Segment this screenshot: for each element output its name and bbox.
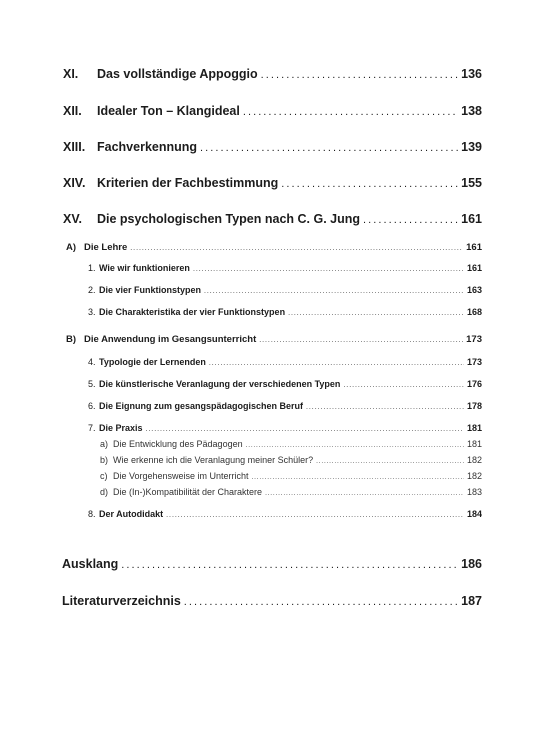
chapter-title: Das vollständige Appoggio [97, 67, 258, 81]
page-number: 161 [466, 263, 482, 273]
toc-entry-ausklang [62, 557, 482, 571]
dot-leader [166, 509, 464, 519]
toc-entry-item-7 [88, 423, 482, 433]
page-number: 173 [466, 357, 482, 367]
dot-leader [246, 439, 464, 449]
dot-leader [265, 487, 464, 497]
toc-entry-item-3 [88, 307, 482, 317]
item-title: Die vier Funktionstypen [99, 285, 202, 295]
page-number: 161 [461, 212, 482, 226]
page-number: 173 [466, 334, 482, 345]
toc-entry-chapter-xi [63, 67, 482, 81]
toc-entry-chapter-xiv [63, 176, 482, 190]
chapter-title: Kriterien der Fachbestimmung [97, 176, 279, 190]
page-number: 168 [466, 307, 482, 317]
page-number: 182 [466, 471, 482, 481]
chapter-number: XIV. [63, 176, 86, 190]
subitem-title: Die Vorgehensweise im Unterricht [113, 471, 249, 481]
item-title: Die Charakteristika der vier Funktionstypen [99, 307, 286, 317]
dot-leader [243, 104, 458, 118]
entry-title: Ausklang [62, 557, 119, 571]
subitem-title: Die Entwicklung des Pädagogen [113, 439, 243, 449]
toc-entry-section-b [66, 334, 482, 345]
item-number: 2. [88, 285, 96, 295]
page-number: 186 [461, 557, 482, 571]
page-number: 182 [466, 455, 482, 465]
toc-entry-literaturverzeichnis [62, 594, 482, 608]
toc-entry-subitem-a [100, 439, 482, 449]
dot-leader [306, 401, 464, 411]
dot-leader [261, 67, 458, 81]
item-number: 8. [88, 509, 96, 519]
toc-entry-item-8 [88, 509, 482, 519]
chapter-title: Die psychologischen Typen nach C. G. Jung [97, 212, 361, 226]
dot-leader [288, 307, 464, 317]
item-number: 5. [88, 379, 96, 389]
dot-leader [252, 471, 464, 481]
chapter-number: XIII. [63, 140, 86, 154]
dot-leader [281, 176, 458, 190]
dot-leader [204, 285, 464, 295]
toc-entry-chapter-xiii [63, 140, 482, 154]
dot-leader [130, 242, 463, 253]
dot-leader [363, 212, 458, 226]
dot-leader [121, 557, 458, 571]
item-number: 1. [88, 263, 96, 273]
dot-leader [200, 140, 458, 154]
subitem-letter: d) [100, 487, 109, 497]
page-number: 161 [466, 242, 482, 253]
section-letter: B) [66, 334, 77, 345]
toc-entry-chapter-xv [63, 212, 482, 226]
subitem-letter: c) [100, 471, 108, 481]
dot-leader [146, 423, 464, 433]
page-number: 178 [466, 401, 482, 411]
toc-entry-subitem-d [100, 487, 482, 497]
toc-entry-section-a [66, 242, 482, 253]
page-number: 181 [466, 423, 482, 433]
dot-leader [193, 263, 464, 273]
item-number: 3. [88, 307, 96, 317]
item-title: Wie wir funktionieren [99, 263, 190, 273]
page-number: 136 [461, 67, 482, 81]
item-number: 4. [88, 357, 96, 367]
dot-leader [316, 455, 464, 465]
toc-entry-item-5 [88, 379, 482, 389]
page-number: 155 [461, 176, 482, 190]
page-number: 184 [466, 509, 482, 519]
page-number: 163 [466, 285, 482, 295]
chapter-number: XI. [63, 67, 79, 81]
toc-entry-item-2 [88, 285, 482, 295]
toc-entry-subitem-b [100, 455, 482, 465]
page-number: 138 [461, 104, 482, 118]
item-number: 7. [88, 423, 96, 433]
dot-leader [259, 334, 463, 345]
chapter-number: XII. [63, 104, 82, 118]
dot-leader [184, 594, 458, 608]
subitem-letter: b) [100, 455, 109, 465]
item-title: Die künstlerische Veranlagung der verschiedenen Typen [99, 379, 341, 389]
toc-entry-item-4 [88, 357, 482, 367]
item-number: 6. [88, 401, 96, 411]
section-letter: A) [66, 242, 77, 253]
dot-leader [209, 357, 464, 367]
toc-entry-chapter-xii [63, 104, 482, 118]
page-number: 181 [466, 439, 482, 449]
toc-entry-item-1 [88, 263, 482, 273]
chapter-number: XV. [63, 212, 83, 226]
item-title: Der Autodidakt [99, 509, 164, 519]
page-number: 187 [461, 594, 482, 608]
item-title: Die Eignung zum gesangspädagogischen Beruf [99, 401, 304, 411]
chapter-title: Fachverkennung [97, 140, 198, 154]
toc-entry-subitem-c [100, 471, 482, 481]
page-number: 139 [461, 140, 482, 154]
toc-entry-item-6 [88, 401, 482, 411]
section-title: Die Lehre [84, 242, 128, 253]
page-number: 176 [466, 379, 482, 389]
chapter-title: Idealer Ton – Klangideal [97, 104, 240, 118]
entry-title: Literaturverzeichnis [62, 594, 181, 608]
subitem-letter: a) [100, 439, 109, 449]
item-title: Die Praxis [99, 423, 143, 433]
page-number: 183 [466, 487, 482, 497]
item-title: Typologie der Lernenden [99, 357, 206, 367]
section-title: Die Anwendung im Gesangsunterricht [84, 334, 257, 345]
subitem-title: Wie erkenne ich die Veranlagung meiner Schüler? [113, 455, 314, 465]
dot-leader [343, 379, 464, 389]
subitem-title: Die (In-)Kompatibilität der Charaktere [113, 487, 263, 497]
